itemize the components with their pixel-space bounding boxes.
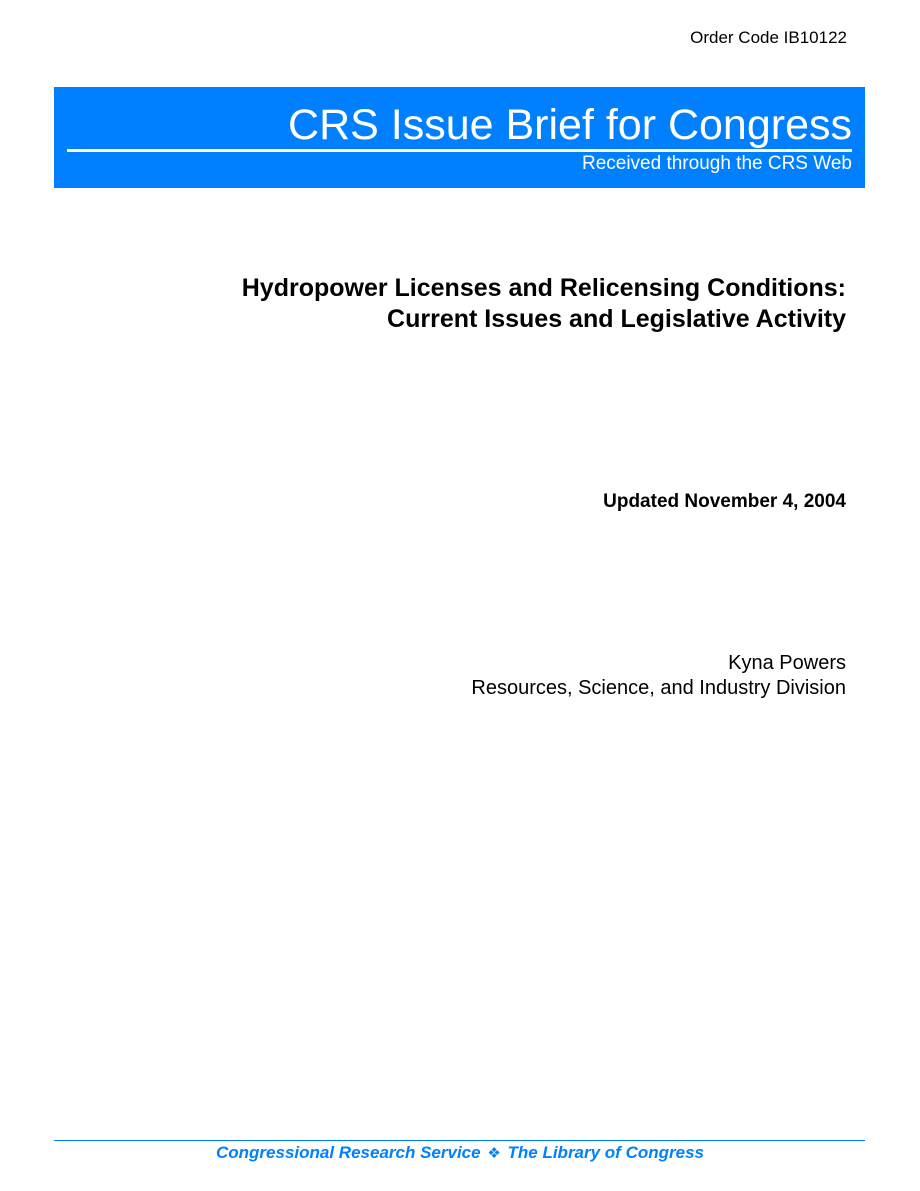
footer	[0, 1142, 920, 1164]
footer-left-text: Congressional Research Service	[216, 1143, 481, 1162]
crs-banner	[54, 87, 865, 188]
order-code: Order Code IB10122	[690, 28, 847, 47]
updated-date: Updated November 4, 2004	[603, 491, 846, 512]
author-block	[471, 651, 846, 701]
footer-right-text: The Library of Congress	[507, 1143, 704, 1162]
author-name: Kyna Powers	[728, 652, 846, 674]
author-division: Resources, Science, and Industry Division	[471, 677, 846, 699]
document-title-line-2: Current Issues and Legislative Activity	[387, 305, 846, 333]
document-title	[242, 273, 846, 335]
footer-divider	[54, 1140, 865, 1141]
diamond-separator-icon: ❖	[487, 1144, 501, 1162]
document-title-line-1: Hydropower Licenses and Relicensing Conditions:	[241, 274, 846, 302]
banner-subtitle: Received through the CRS Web	[581, 153, 852, 174]
banner-title: CRS Issue Brief for Congress	[288, 101, 852, 149]
